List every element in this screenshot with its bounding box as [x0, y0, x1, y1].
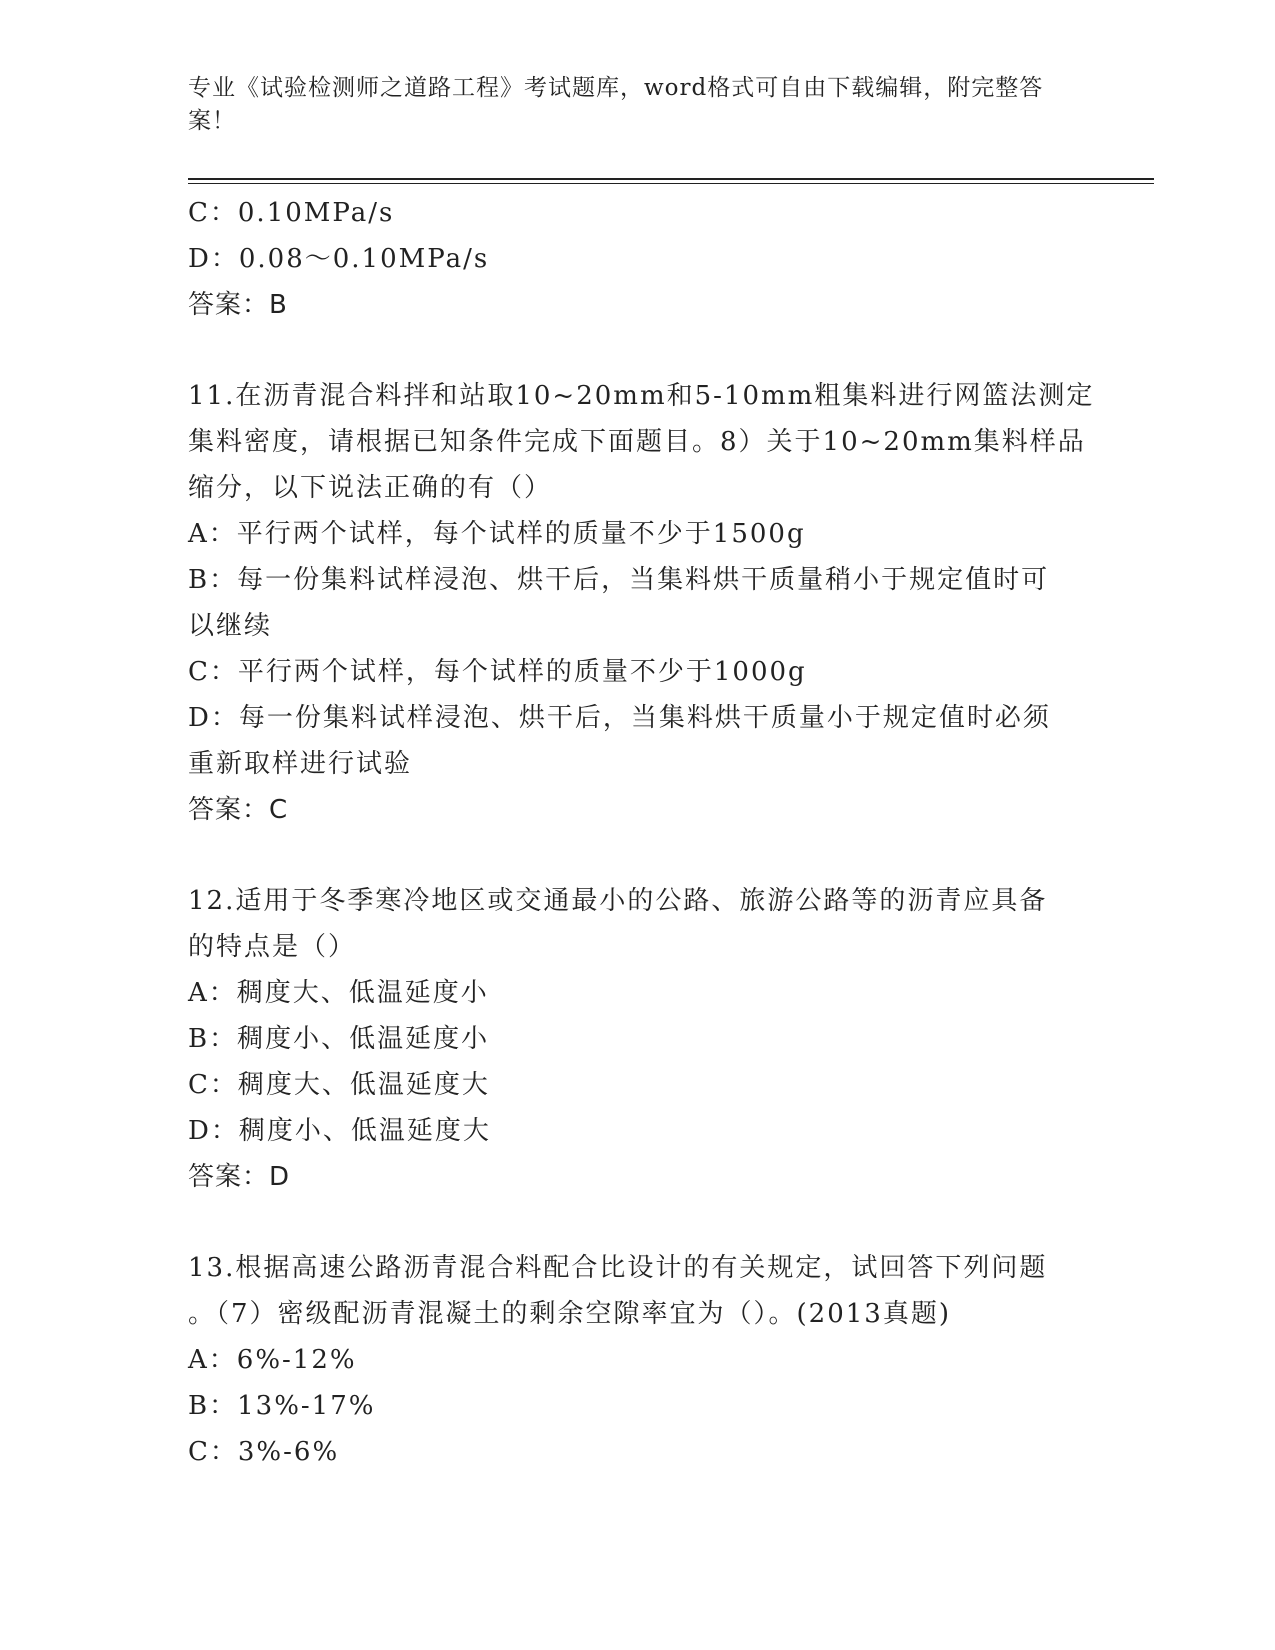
answer-line: 答案：B [188, 290, 288, 320]
question-12 [188, 878, 1088, 1200]
option-d: D：0.08～0.10MPa/s [188, 244, 490, 274]
option-a: A：平行两个试样，每个试样的质量不少于1500g [188, 519, 806, 549]
question-stem-line: 11.在沥青混合料拌和站取10~20mm和5-10mm粗集料进行网篮法测定 [188, 381, 1095, 411]
option-a: A：稠度大、低温延度小 [188, 978, 489, 1008]
question-11 [188, 373, 1095, 833]
option-a: A：6%-12% [188, 1345, 357, 1375]
header-line-2: 案！ [188, 108, 236, 134]
document-header [188, 72, 1068, 138]
option-c: C：3%-6% [188, 1437, 340, 1467]
answer-line: 答案：C [188, 795, 289, 825]
question-stem-line: 的特点是（） [188, 932, 357, 962]
question-stem-line: 12.适用于冬季寒冷地区或交通最小的公路、旅游公路等的沥青应具备 [188, 886, 1048, 916]
option-d: D：稠度小、低温延度大 [188, 1116, 491, 1146]
header-divider-bottom [188, 183, 1154, 184]
question-stem-line: 。（7）密级配沥青混凝土的剩余空隙率宜为（）。(2013真题) [188, 1299, 951, 1329]
question-10-tail [188, 190, 1088, 328]
question-stem-line: 缩分，以下说法正确的有（） [188, 473, 553, 503]
option-c: C：稠度大、低温延度大 [188, 1070, 490, 1100]
question-list [188, 190, 1095, 1475]
question-stem-line: 集料密度，请根据已知条件完成下面题目。8）关于10~20mm集料样品 [188, 427, 1086, 457]
option-b: B：13%-17% [188, 1391, 376, 1421]
answer-line: 答案：D [188, 1162, 291, 1192]
option-d-continued: 重新取样进行试验 [188, 749, 413, 779]
option-b-continued: 以继续 [188, 611, 273, 641]
question-stem-line: 13.根据高速公路沥青混合料配合比设计的有关规定，试回答下列问题 [188, 1253, 1048, 1283]
header-divider-top [188, 178, 1154, 180]
header-line-1: 专业《试验检测师之道路工程》考试题库，word格式可自由下载编辑，附完整答 [188, 75, 1044, 101]
option-c: C：平行两个试样，每个试样的质量不少于1000g [188, 657, 807, 687]
option-d: D：每一份集料试样浸泡、烘干后，当集料烘干质量小于规定值时必须 [188, 703, 1051, 733]
option-c: C：0.10MPa/s [188, 198, 395, 228]
option-b: B：稠度小、低温延度小 [188, 1024, 490, 1054]
option-b: B：每一份集料试样浸泡、烘干后，当集料烘干质量稍小于规定值时可 [188, 565, 1050, 595]
question-13 [188, 1245, 1088, 1475]
